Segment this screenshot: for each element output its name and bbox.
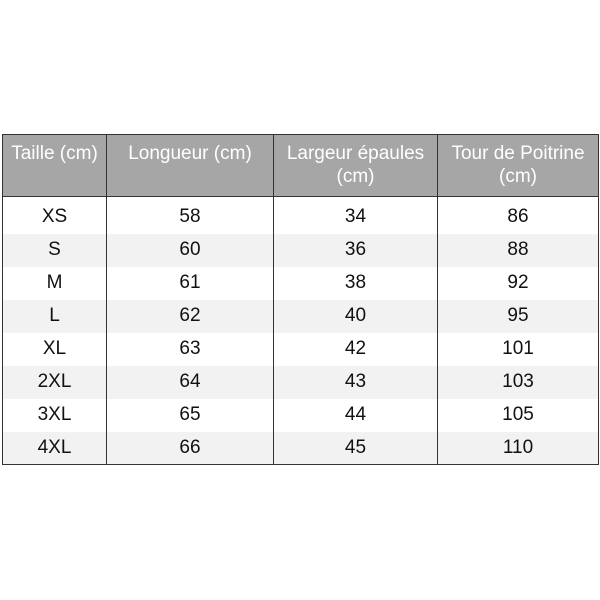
cell-size: L [3,300,107,333]
cell-shoulder-width: 45 [274,432,438,465]
cell-size: XL [3,333,107,366]
cell-size: S [3,234,107,267]
header-row [3,135,599,197]
cell-shoulder-width: 40 [274,300,438,333]
table-row [3,432,599,465]
cell-chest: 110 [438,432,599,465]
header-size: Taille (cm) [3,135,107,197]
cell-length: 58 [107,197,274,234]
header-chest: Tour de Poitrine (cm) [438,135,599,197]
cell-size: M [3,267,107,300]
cell-shoulder-width: 36 [274,234,438,267]
cell-size: 2XL [3,366,107,399]
cell-length: 61 [107,267,274,300]
cell-length: 64 [107,366,274,399]
cell-shoulder-width: 42 [274,333,438,366]
table-row [3,300,599,333]
cell-chest: 86 [438,197,599,234]
cell-shoulder-width: 44 [274,399,438,432]
table-body [3,197,599,465]
cell-length: 65 [107,399,274,432]
table-row [3,197,599,234]
table-header [3,135,599,197]
cell-chest: 105 [438,399,599,432]
size-chart-table [2,134,599,465]
table-row [3,366,599,399]
header-length: Longueur (cm) [107,135,274,197]
cell-length: 66 [107,432,274,465]
cell-length: 62 [107,300,274,333]
cell-length: 63 [107,333,274,366]
cell-shoulder-width: 34 [274,197,438,234]
cell-length: 60 [107,234,274,267]
table-row [3,333,599,366]
cell-chest: 92 [438,267,599,300]
cell-size: 3XL [3,399,107,432]
cell-shoulder-width: 38 [274,267,438,300]
cell-shoulder-width: 43 [274,366,438,399]
cell-chest: 103 [438,366,599,399]
table-row [3,399,599,432]
table-row [3,267,599,300]
cell-chest: 95 [438,300,599,333]
cell-chest: 88 [438,234,599,267]
cell-chest: 101 [438,333,599,366]
cell-size: 4XL [3,432,107,465]
header-shoulder-width: Largeur épaules (cm) [274,135,438,197]
cell-size: XS [3,197,107,234]
table-row [3,234,599,267]
